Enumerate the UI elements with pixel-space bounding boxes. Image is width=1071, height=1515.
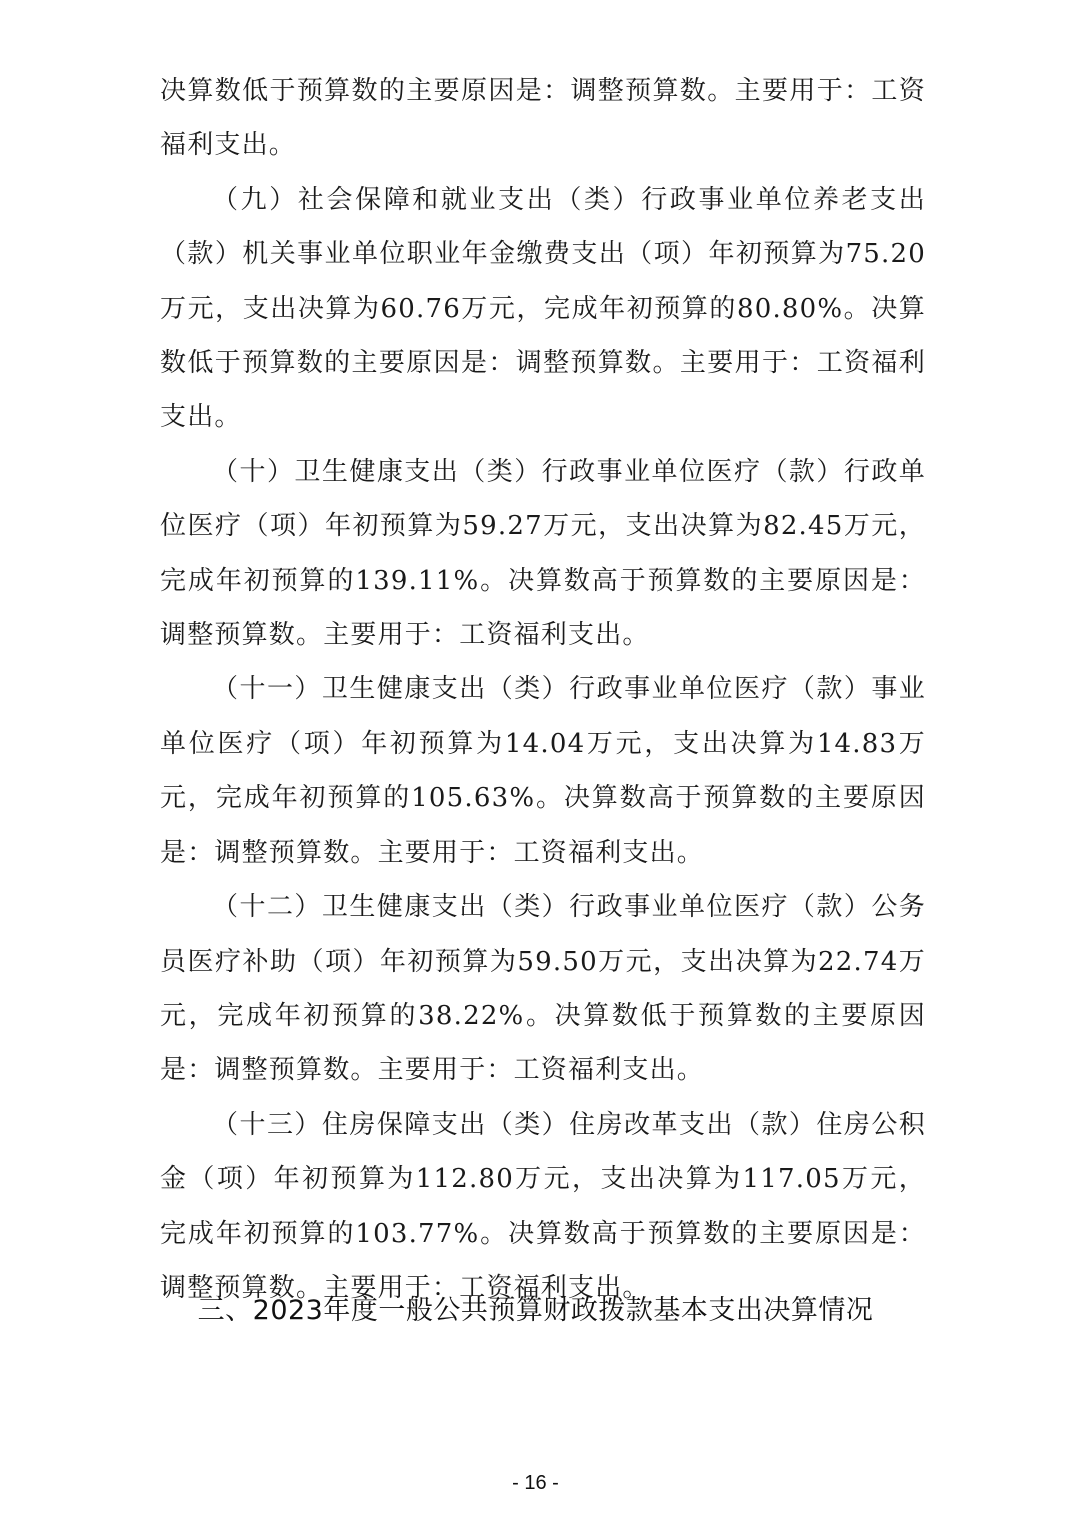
body-text — [160, 64, 926, 1315]
paragraph-item-12: （十二）卫生健康支出（类）行政事业单位医疗（款）公务员医疗补助（项）年初预算为59.50万元，支出决算为22.74万元，完成年初预算的38.22%。决算数低于预算数的主要原因是：调整预算数。主要用于：工资福利支出。 — [160, 892, 926, 1086]
paragraph-continuation: 决算数低于预算数的主要原因是：调整预算数。主要用于：工资福利支出。 — [160, 76, 926, 161]
paragraph-item-11: （十一）卫生健康支出（类）行政事业单位医疗（款）事业单位医疗（项）年初预算为14.04万元，支出决算为14.83万元，完成年初预算的105.63%。决算数高于预算数的主要原因是：调整预算数。主要用于：工资福利支出。 — [160, 674, 926, 868]
paragraph-item-10: （十）卫生健康支出（类）行政事业单位医疗（款）行政单位医疗（项）年初预算为59.27万元，支出决算为82.45万元，完成年初预算的139.11%。决算数高于预算数的主要原因是：调整预算数。主要用于：工资福利支出。 — [160, 456, 926, 651]
page-number: - 16 - — [512, 1472, 559, 1494]
paragraph-item-9: （九）社会保障和就业支出（类）行政事业单位养老支出（款）机关事业单位职业年金缴费支出（项）年初预算为75.20万元，支出决算为60.76万元，完成年初预算的80.80%。决算数低于预算数的主要原因是：调整预算数。主要用于：工资福利支出。 — [160, 184, 926, 433]
paragraph-item-13: （十三）住房保障支出（类）住房改革支出（款）住房公积金（项）年初预算为112.80万元，支出决算为117.05万元，完成年初预算的103.77%。决算数高于预算数的主要原因是：调整预算数。主要用于：工资福利支出。 — [160, 1109, 926, 1303]
section-heading: 三、2023年度一般公共预算财政拨款基本支出决算情况 — [197, 1295, 874, 1326]
